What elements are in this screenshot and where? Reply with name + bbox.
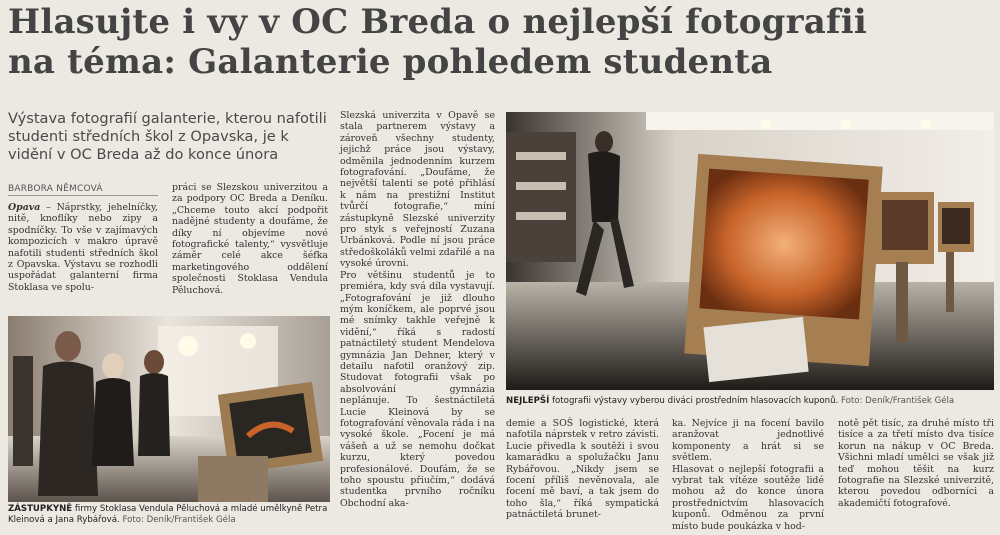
photo-people-at-exhibition — [8, 316, 330, 502]
headline — [8, 2, 993, 82]
article-column-2: práci se Slezskou univerzitou a za podpory OC Breda a Deníku. „Chceme touto akcí podpořit nadějné studenty a doufáme, že díky ní objevíme nové fotografické talenty,“ vysvětluje záměr celé akce šéfka marketingového oddělení společnosti Stoklasa Vendula Pěluchová. — [172, 182, 328, 296]
caption-right-text: fotografii výstavy vyberou diváci prostředním hlasovacích kuponů. — [549, 396, 839, 406]
column-1-text: – Náprstky, jehelníčky, nitě, knoflíky nebo zipy a spodníčky. To vše v zajímavých kompozicích v makro úpravě nafotili studenti středních škol z Opavska. Výstavu se rozhodli uspořádat galanterní firma Stoklasa ve spolu- — [8, 202, 158, 293]
caption-left — [8, 504, 330, 526]
main-easel — [684, 154, 883, 382]
caption-right — [506, 396, 994, 407]
right-photo-svg — [506, 112, 994, 390]
article-column-4: demie a SOŠ logistické, která nafotila náprstek v retro závisti. Lucie přivedla k soutěži i svou kamarádku a spolužačku Janu Rybářovou. „Nikdy jsem se focení příliš nevěnovala, ale focení mě baví, a tak jsem do toho šla,“ říká sympatická patnáctiletá brunet- — [506, 418, 659, 521]
caption-left-credit: Foto: Deník/František Géla — [119, 515, 236, 525]
caption-left-lead: ZÁSTUPKYNĚ — [8, 504, 73, 514]
dateline: Opava — [8, 202, 41, 213]
left-photo-svg — [8, 316, 330, 502]
headline-line-1: Hlasujte i vy v OC Breda o nejlepší fotografii — [8, 2, 867, 42]
caption-left-text: firmy Stoklasa Vendula Pěluchová a mladé umělkyně Petra Kleinová a Jana Rybářová. — [8, 504, 328, 525]
article-column-5: ka. Nejvíce ji na focení bavilo aranžovat jednotlivé komponenty a hrát si se světlem. Hlasovat o nejlepší fotografii a vybrat tak vítěze soutěže lidé mohou až do konce února prostřednictvím hlasovacích kuponů. Odměnou za první místo bude poukázka v hod- — [672, 418, 824, 532]
article-column-3: Slezská univerzita v Opavě se stala partnerem výstavy a zároveň všechny studenty, jejichž práce jsou výstavy, odměnila jednodenním kurzem fotografování. „Doufáme, že největší talenti se poté přihlásí k nám na prestižní Institut tvůrčí fotografie,“ míní zástupkyně Slezské univerzity pro styk s veřejností Zuzana Urbánková. Podle ní jsou práce středoškoláků velmi zdařilé a na vysoké úrovni. Pro většinu studentů je to premiéra, kdy svá díla vystavují. „Fotografování je již dlouho mým koníčkem, ale poprvé jsou mé snímky takhle veřejně k vidění,“ říká s radostí patnáctiletý student Mendelova gymnázia Jan Dehner, který v detailu nafotil oranžový zip. Studovat fotografii však po absolvování gymnázia neplánuje. To šestnáctiletá Lucie Kleinová by se fotografování věnovala ráda i na vysoké škole. „Focení je má vášeň a už se nemohu dočkat kurzu, který povedou profesionálové. Doufám, že se toho spoustu přiučím,“ dodává studentka prvního ročníku Obchodní aka- — [340, 110, 495, 509]
headline-line-2: na téma: Galanterie pohledem studenta — [8, 42, 773, 82]
subheading: Výstava fotografií galanterie, kterou nafotili studenti středních škol z Opavska, je k vidění v OC Breda až do konce února — [8, 110, 327, 163]
caption-right-lead: NEJLEPŠÍ — [506, 396, 550, 406]
photo-exhibition-easels — [506, 112, 994, 390]
article-column-1 — [8, 202, 158, 312]
caption-right-credit: Foto: Deník/František Géla — [838, 396, 955, 406]
article-column-6: notě pět tisíc, za druhé místo tři tisíce a za třetí místo dva tisíce korun na nákup v OC Breda. Všichni mladí umělci se však již teď mohou těšit na kurz fotografie na Slezské univerzitě, kterou povedou odborníci a akademičtí fotografové. — [838, 418, 994, 509]
author-byline: BARBORA NĚMCOVÁ — [8, 184, 158, 196]
